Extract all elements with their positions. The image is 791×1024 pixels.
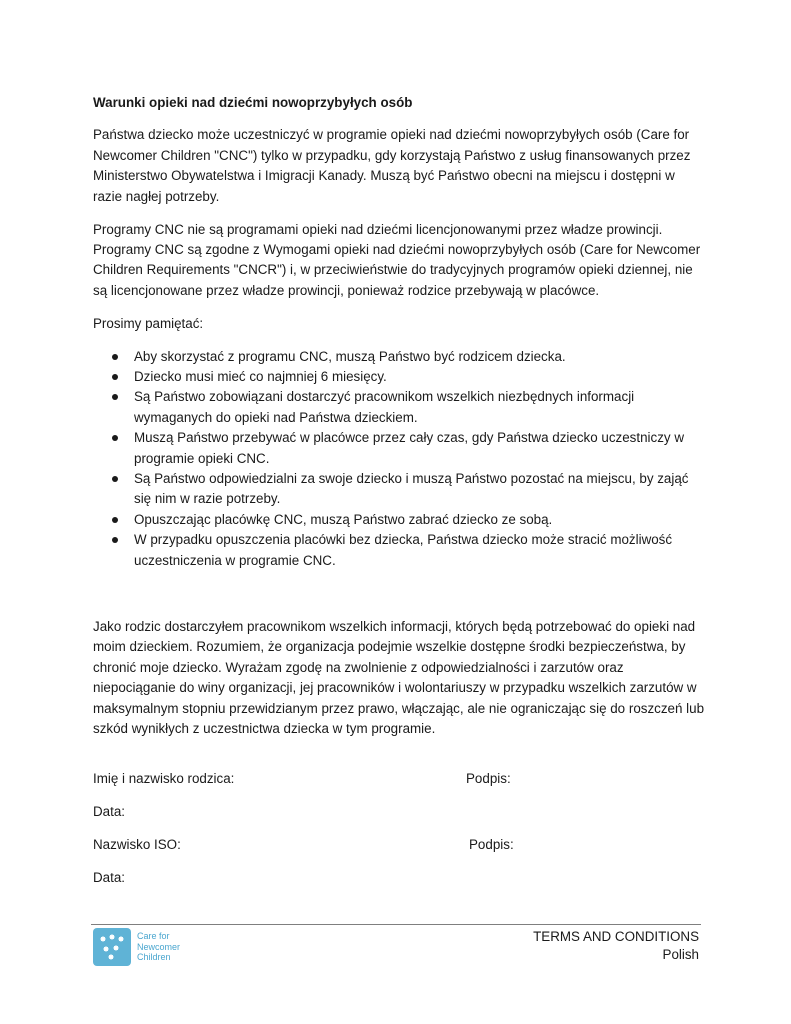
list-item: Są Państwo odpowiedzialni za swoje dziecko i muszą Państwo pozostać na miejscu, by zająć się nim w razie potrzeby. xyxy=(93,469,705,510)
cnc-logo xyxy=(93,928,191,968)
list-item: W przypadku opuszczenia placówki bez dziecka, Państwa dziecko może stracić możliwość uczestniczenia w programie CNC. xyxy=(93,530,705,571)
logo-text: Care for Newcomer Children xyxy=(137,931,181,962)
list-item: Są Państwo zobowiązani dostarczyć pracownikom wszelkich niezbędnych informacji wymaganych do opieki nad Państwa dzieckiem. xyxy=(93,387,705,428)
footer-divider xyxy=(91,924,701,925)
date-label: Data: xyxy=(93,870,126,885)
list-item: Aby skorzystać z programu CNC, muszą Państwo być rodzicem dziecka. xyxy=(93,347,705,367)
bullet-icon xyxy=(112,435,118,441)
parent-declaration: Jako rodzic dostarczyłem pracownikom wszelkich informacji, których będą potrzebować do opieki nad moim dzieckiem. Rozumiem, że organizacja podejmie wszelkie dostępne środki bezpieczeństwa, by chronić moje dziecko. Wyrażam zgodę na zwolnienie z odpowiedzialności i zarzutów oraz niepociąganie do winy organizacji, jej pracowników i wolontariuszy w przypadku wszelkich zarzutów w maksymalnym stopniu przewidzianym przez prawo, włączając, ale nie ograniczając się do roszczeń lub szkód wynikłych z uczestnictwa dziecka w tym programie. xyxy=(93,619,705,737)
footer-info xyxy=(533,928,699,964)
parent-signature-label: Podpis: xyxy=(466,771,511,786)
bullet-icon xyxy=(112,394,118,400)
iso-signature-label: Podpis: xyxy=(469,837,514,852)
bullet-icon xyxy=(112,476,118,482)
iso-name-label: Nazwisko ISO: xyxy=(93,837,181,852)
list-item: Opuszczając placówkę CNC, muszą Państwo zabrać dziecko ze sobą. xyxy=(93,510,705,530)
document-language: Polish xyxy=(662,947,699,962)
bullet-icon xyxy=(112,374,118,380)
stars-icon xyxy=(93,928,131,966)
list-item: Dziecko musi mieć co najmniej 6 miesięcy. xyxy=(93,367,705,387)
document-title: Warunki opieki nad dziećmi nowoprzybyłych osób xyxy=(93,95,413,110)
reminder-heading: Prosimy pamiętać: xyxy=(93,315,204,331)
list-item: Muszą Państwo przebywać w placówce przez cały czas, gdy Państwa dziecko uczestniczy w programie opieki CNC. xyxy=(93,428,705,469)
licensing-paragraph: Programy CNC nie są programami opieki nad dziećmi licencjonowanymi przez władze prowincji. Programy CNC są zgodne z Wymogami opieki nad dziećmi nowoprzybyłych osób (Care for Newcomer Children Requirements "CNCR") i, w przeciwieństwie do tradycyjnych programów opieki dziennej, nie są licencjonowane przez władze prowincji, ponieważ rodzice przebywają w placówce. xyxy=(93,221,701,298)
rules-list xyxy=(93,347,705,571)
document-type: TERMS AND CONDITIONS xyxy=(533,929,699,944)
date-label: Data: xyxy=(93,804,126,819)
parent-name-label: Imię i nazwisko rodzica: xyxy=(93,771,235,786)
bullet-icon xyxy=(112,354,118,360)
document-body xyxy=(93,93,705,752)
bullet-icon xyxy=(112,537,118,543)
intro-paragraph: Państwa dziecko może uczestniczyć w programie opieki nad dziećmi nowoprzybyłych osób (Care for Newcomer Children "CNC") tylko w przypadku, gdy korzystają Państwo z usług finansowanych przez Ministerstwo Obywatelstwa i Imigracji Kanady. Muszą być Państwo obecni na miejscu i dostępni w razie nagłej potrzeby. xyxy=(93,127,691,204)
bullet-icon xyxy=(112,517,118,523)
